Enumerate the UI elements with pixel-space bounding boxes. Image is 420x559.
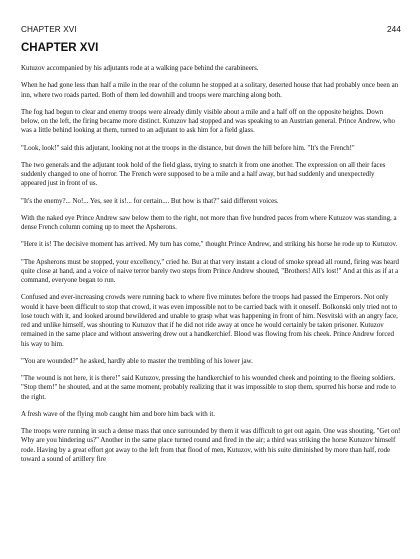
paragraph: When he had gone less than half a mile in the rear of the column he stopped at a solitary, deserted house that had probably once been an inn, where two roads parted. Both of them led downhill and troops were marching along both. (21, 81, 399, 99)
paragraph: "Look, look!" said this adjutant, looking not at the troops in the distance, but down the hill before him. "It's the French!" (21, 143, 355, 152)
paragraph: "Here it is! The decisive moment has arrived. My turn has come," thought Prince Andrew, and striking his horse he rode up to Kutuzov. (21, 240, 398, 249)
paragraph: "It's the enemy?... No!... Yes, see it is!... for certain.... But how is that?" said different voices. (21, 196, 279, 205)
paragraph: Kutuzov accompanied by his adjutants rode at a walking pace behind the carabineers. (21, 64, 259, 72)
paragraph: The two generals and the adjutant took hold of the field glass, trying to snatch it from one another. The expression on all their faces suddenly changed to one of horror. The French were supposed to be a mile and a half away, but had suddenly and unexpectedly appeared just in front of us. (21, 160, 386, 188)
paragraph: A fresh wave of the flying mob caught him and bore him back with it. (21, 409, 216, 418)
paragraph: The troops were running in such a dense mass that once surrounded by them it was difficult to get out again. One was shouting, "Get on! Why are you hindering us?" Another in the same place turned round and fired in the air; a third was striking the horse Kutuzov himself rode. Having by a great effort got away to the left from that flood of men, Kutuzov, with his suite diminished by more than half, rode toward a sound of artillery fire (21, 427, 401, 463)
paragraph: "You are wounded?" he asked, hardly able to master the trembling of his lower jaw. (21, 356, 253, 365)
chapter-heading: CHAPTER XVI (21, 42, 99, 54)
paragraph: "The wound is not here, it is there!" said Kutuzov, pressing the handkerchief to his wounded cheek and pointing to the fleeing soldiers. "Stop them!" he shouted, and at the same moment, probably realizing that it was impossible to stop them, spurred his horse and rode to the right. (21, 374, 396, 401)
chapter-body (21, 64, 401, 464)
paragraph: "The Apsherons must be stopped, your excellency," cried he. But at that very instant a cloud of smoke spread all round, firing was heard quite close at hand, and a voice of naive terror barely two steps from Prince Andrew shouted, "Brothers! All's lost!" And at this as if at a command, everyone began to run. (21, 257, 400, 284)
page-number: 244 (387, 25, 401, 34)
paragraph: The fog had begun to clear and enemy troops were already dimly visible about a mile and a half off on the opposite heights. Down below, on the left, the firing became more distinct. Kutuzov had stopped and was speaking to an Austrian general. Prince Andrew, who was a little behind looking at them, turned to an adjutant to ask him for a field glass. (21, 107, 396, 135)
paragraph: Confused and ever-increasing crowds were running back to where five minutes before the troops had passed the Emperors. Not only would it have been difficult to stop that crowd, it was even impossible not to be carried back with it oneself. Bolkonski only tried not to lose touch with it, and looked around bewildered and unable to grasp what was happening in front of him. Nesvitski with an angry face, red and unlike himself, was shouting to Kutuzov that if he did not ride away at once he would certainly be taken prisoner. Kutuzov remained in the same place and without answering drew out a handkerchief. Blood was flowing from his cheek. Prince Andrew forced his way to him. (21, 293, 398, 348)
paragraph: With the naked eye Prince Andrew saw below them to the right, not more than five hundred paces from where Kutuzov was standing, a dense French column coming up to meet the Apsherons. (21, 213, 397, 231)
running-chapter-title: CHAPTER XVI (21, 25, 77, 34)
running-header (21, 0, 401, 35)
